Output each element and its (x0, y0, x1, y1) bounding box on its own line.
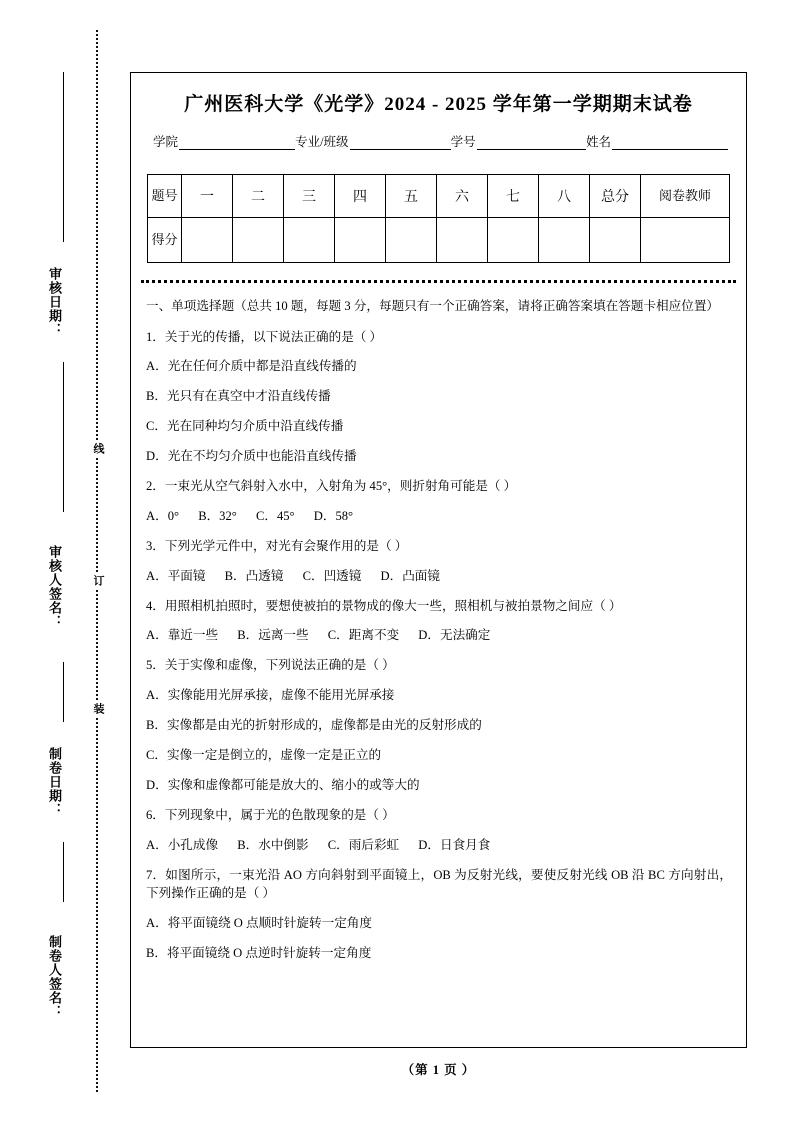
option-5-c[interactable]: C．实像一定是倒立的，虚像一定是正立的 (146, 747, 382, 762)
score-cell-total[interactable] (590, 218, 641, 263)
score-col-1: 一 (182, 175, 233, 218)
option-6-a[interactable]: A．小孔成像 (146, 837, 219, 852)
question-stem-1: 1．关于光的传播，以下说法正确的是（ ） (146, 329, 383, 344)
score-col-total: 总分 (590, 175, 641, 218)
score-cell-8[interactable] (539, 218, 590, 263)
binding-dotted-line (96, 30, 98, 1092)
option-2-c[interactable]: C．45° (255, 508, 295, 523)
margin-label-review-date: 审核日期： (47, 267, 62, 337)
question-options-3 (146, 567, 732, 586)
option-3-a[interactable]: A．平面镜 (146, 568, 206, 583)
margin-rule-3 (63, 662, 64, 722)
margin-rule-4 (63, 842, 64, 902)
score-cell-2[interactable] (233, 218, 284, 263)
score-col-7: 七 (488, 175, 539, 218)
question-options-7 (146, 914, 732, 963)
score-col-5: 五 (386, 175, 437, 218)
option-4-b[interactable]: B．远离一些 (237, 628, 309, 643)
option-7-a[interactable]: A．将平面镜绕 O 点顺时针旋转一定角度 (146, 916, 372, 931)
score-cell-4[interactable] (335, 218, 386, 263)
option-2-b[interactable]: B．32° (198, 508, 237, 523)
margin-label-print-date: 制卷日期： (47, 747, 62, 817)
option-1-c[interactable]: C．光在同种均匀介质中沿直线传播 (146, 419, 344, 434)
page-title: 广州医科大学《光学》2024 - 2025 学年第一学期期末试卷 (184, 94, 693, 115)
option-3-c[interactable]: C．凹透镜 (302, 568, 362, 583)
option-2-a[interactable]: A．0° (146, 508, 180, 523)
option-5-d[interactable]: D．实像和虚像都可能是放大的、缩小的或等大的 (146, 777, 420, 792)
question-stem-4: 4．用照相机拍照时，要想使被拍的景物成的像大一些，照相机与被拍景物之间应（ ） (146, 598, 622, 613)
score-table-header-row (148, 175, 730, 218)
score-cell-6[interactable] (437, 218, 488, 263)
score-col-3: 三 (284, 175, 335, 218)
option-7-b[interactable]: B．将平面镜绕 O 点逆时针旋转一定角度 (146, 946, 372, 961)
section-heading-multiple-choice: 一、单项选择题（总共 10 题，每题 3 分，每题只有一个正确答案，请将正确答案填在答题卡相应位置） (146, 299, 720, 313)
option-2-d[interactable]: D．58° (313, 508, 354, 523)
score-table-row-label-question: 题号 (148, 175, 182, 218)
score-cell-1[interactable] (182, 218, 233, 263)
score-cell-5[interactable] (386, 218, 437, 263)
option-4-a[interactable]: A．靠近一些 (146, 628, 219, 643)
margin-rule-1 (63, 72, 64, 242)
margin-label-printer-signature: 制卷人签名： (47, 935, 62, 1019)
option-6-c[interactable]: C．雨后彩虹 (327, 837, 400, 852)
question-stem-2: 2．一束光从空气斜射入水中，入射角为 45°，则折射角可能是（ ） (146, 478, 517, 493)
left-margin-strip (0, 0, 130, 1122)
score-table-row-label-score: 得分 (148, 218, 182, 263)
question-stem-3: 3．下列光学元件中，对光有会聚作用的是（ ） (146, 538, 408, 553)
binding-char-xian: 线 (88, 440, 106, 457)
score-cell-grader[interactable] (641, 218, 730, 263)
page-footer: （第 1 页 ） (401, 1063, 476, 1077)
margin-label-reviewer-signature: 审核人签名： (47, 545, 62, 629)
field-student-name-rule[interactable] (612, 136, 728, 150)
question-stem-7: 7．如图所示，一束光沿 AO 方向斜射到平面镜上，OB 为反射光线，要使反射光线 OB 沿 BC 方向射出，下列操作正确的是（ ） (146, 867, 732, 901)
question-options-2 (146, 507, 732, 526)
option-6-b[interactable]: B．水中倒影 (237, 837, 309, 852)
field-student-id-rule[interactable] (477, 136, 586, 150)
binding-char-ding: 订 (88, 572, 106, 589)
field-major-class-label: 专业/班级 (295, 135, 349, 149)
score-table-value-row (148, 218, 730, 263)
option-1-a[interactable]: A．光在任何介质中都是沿直线传播的 (146, 359, 357, 374)
field-student-id[interactable] (451, 132, 586, 150)
score-cell-3[interactable] (284, 218, 335, 263)
field-major-class-rule[interactable] (350, 136, 451, 150)
option-4-c[interactable]: C．距离不变 (327, 628, 400, 643)
score-col-4: 四 (335, 175, 386, 218)
question-area (146, 297, 732, 963)
question-stem-5: 5．关于实像和虚像，下列说法正确的是（ ） (146, 658, 395, 673)
question-options-4 (146, 626, 732, 645)
score-col-8: 八 (539, 175, 590, 218)
option-5-b[interactable]: B．实像都是由光的折射形成的，虚像都是由光的反射形成的 (146, 718, 482, 733)
field-student-name[interactable] (586, 132, 728, 150)
question-options-1 (146, 357, 732, 466)
option-3-b[interactable]: B．凸透镜 (224, 568, 284, 583)
question-options-5 (146, 686, 732, 795)
margin-rule-2 (63, 362, 64, 512)
score-col-grader: 阅卷教师 (641, 175, 730, 218)
field-college-rule[interactable] (179, 136, 295, 150)
exam-paper-body (130, 72, 747, 1048)
option-1-b[interactable]: B．光只有在真空中才沿直线传播 (146, 389, 331, 404)
score-col-2: 二 (233, 175, 284, 218)
option-3-d[interactable]: D．凸面镜 (380, 568, 440, 583)
binding-char-zhuang: 装 (88, 700, 106, 717)
field-student-name-label: 姓名 (585, 135, 611, 149)
score-cell-7[interactable] (488, 218, 539, 263)
score-col-6: 六 (437, 175, 488, 218)
section-dotted-divider (141, 280, 736, 283)
field-college[interactable] (153, 132, 295, 150)
question-options-6 (146, 836, 732, 855)
option-1-d[interactable]: D．光在不均匀介质中也能沿直线传播 (146, 449, 357, 464)
field-college-label: 学院 (153, 135, 179, 149)
option-6-d[interactable]: D．日食月食 (418, 837, 491, 852)
option-4-d[interactable]: D．无法确定 (418, 628, 491, 643)
student-info-line (153, 132, 728, 150)
score-table (147, 174, 730, 263)
option-5-a[interactable]: A．实像能用光屏承接，虚像不能用光屏承接 (146, 688, 395, 703)
field-student-id-label: 学号 (450, 135, 476, 149)
question-stem-6: 6．下列现象中，属于光的色散现象的是（ ） (146, 807, 395, 822)
field-major-class[interactable] (295, 132, 451, 150)
